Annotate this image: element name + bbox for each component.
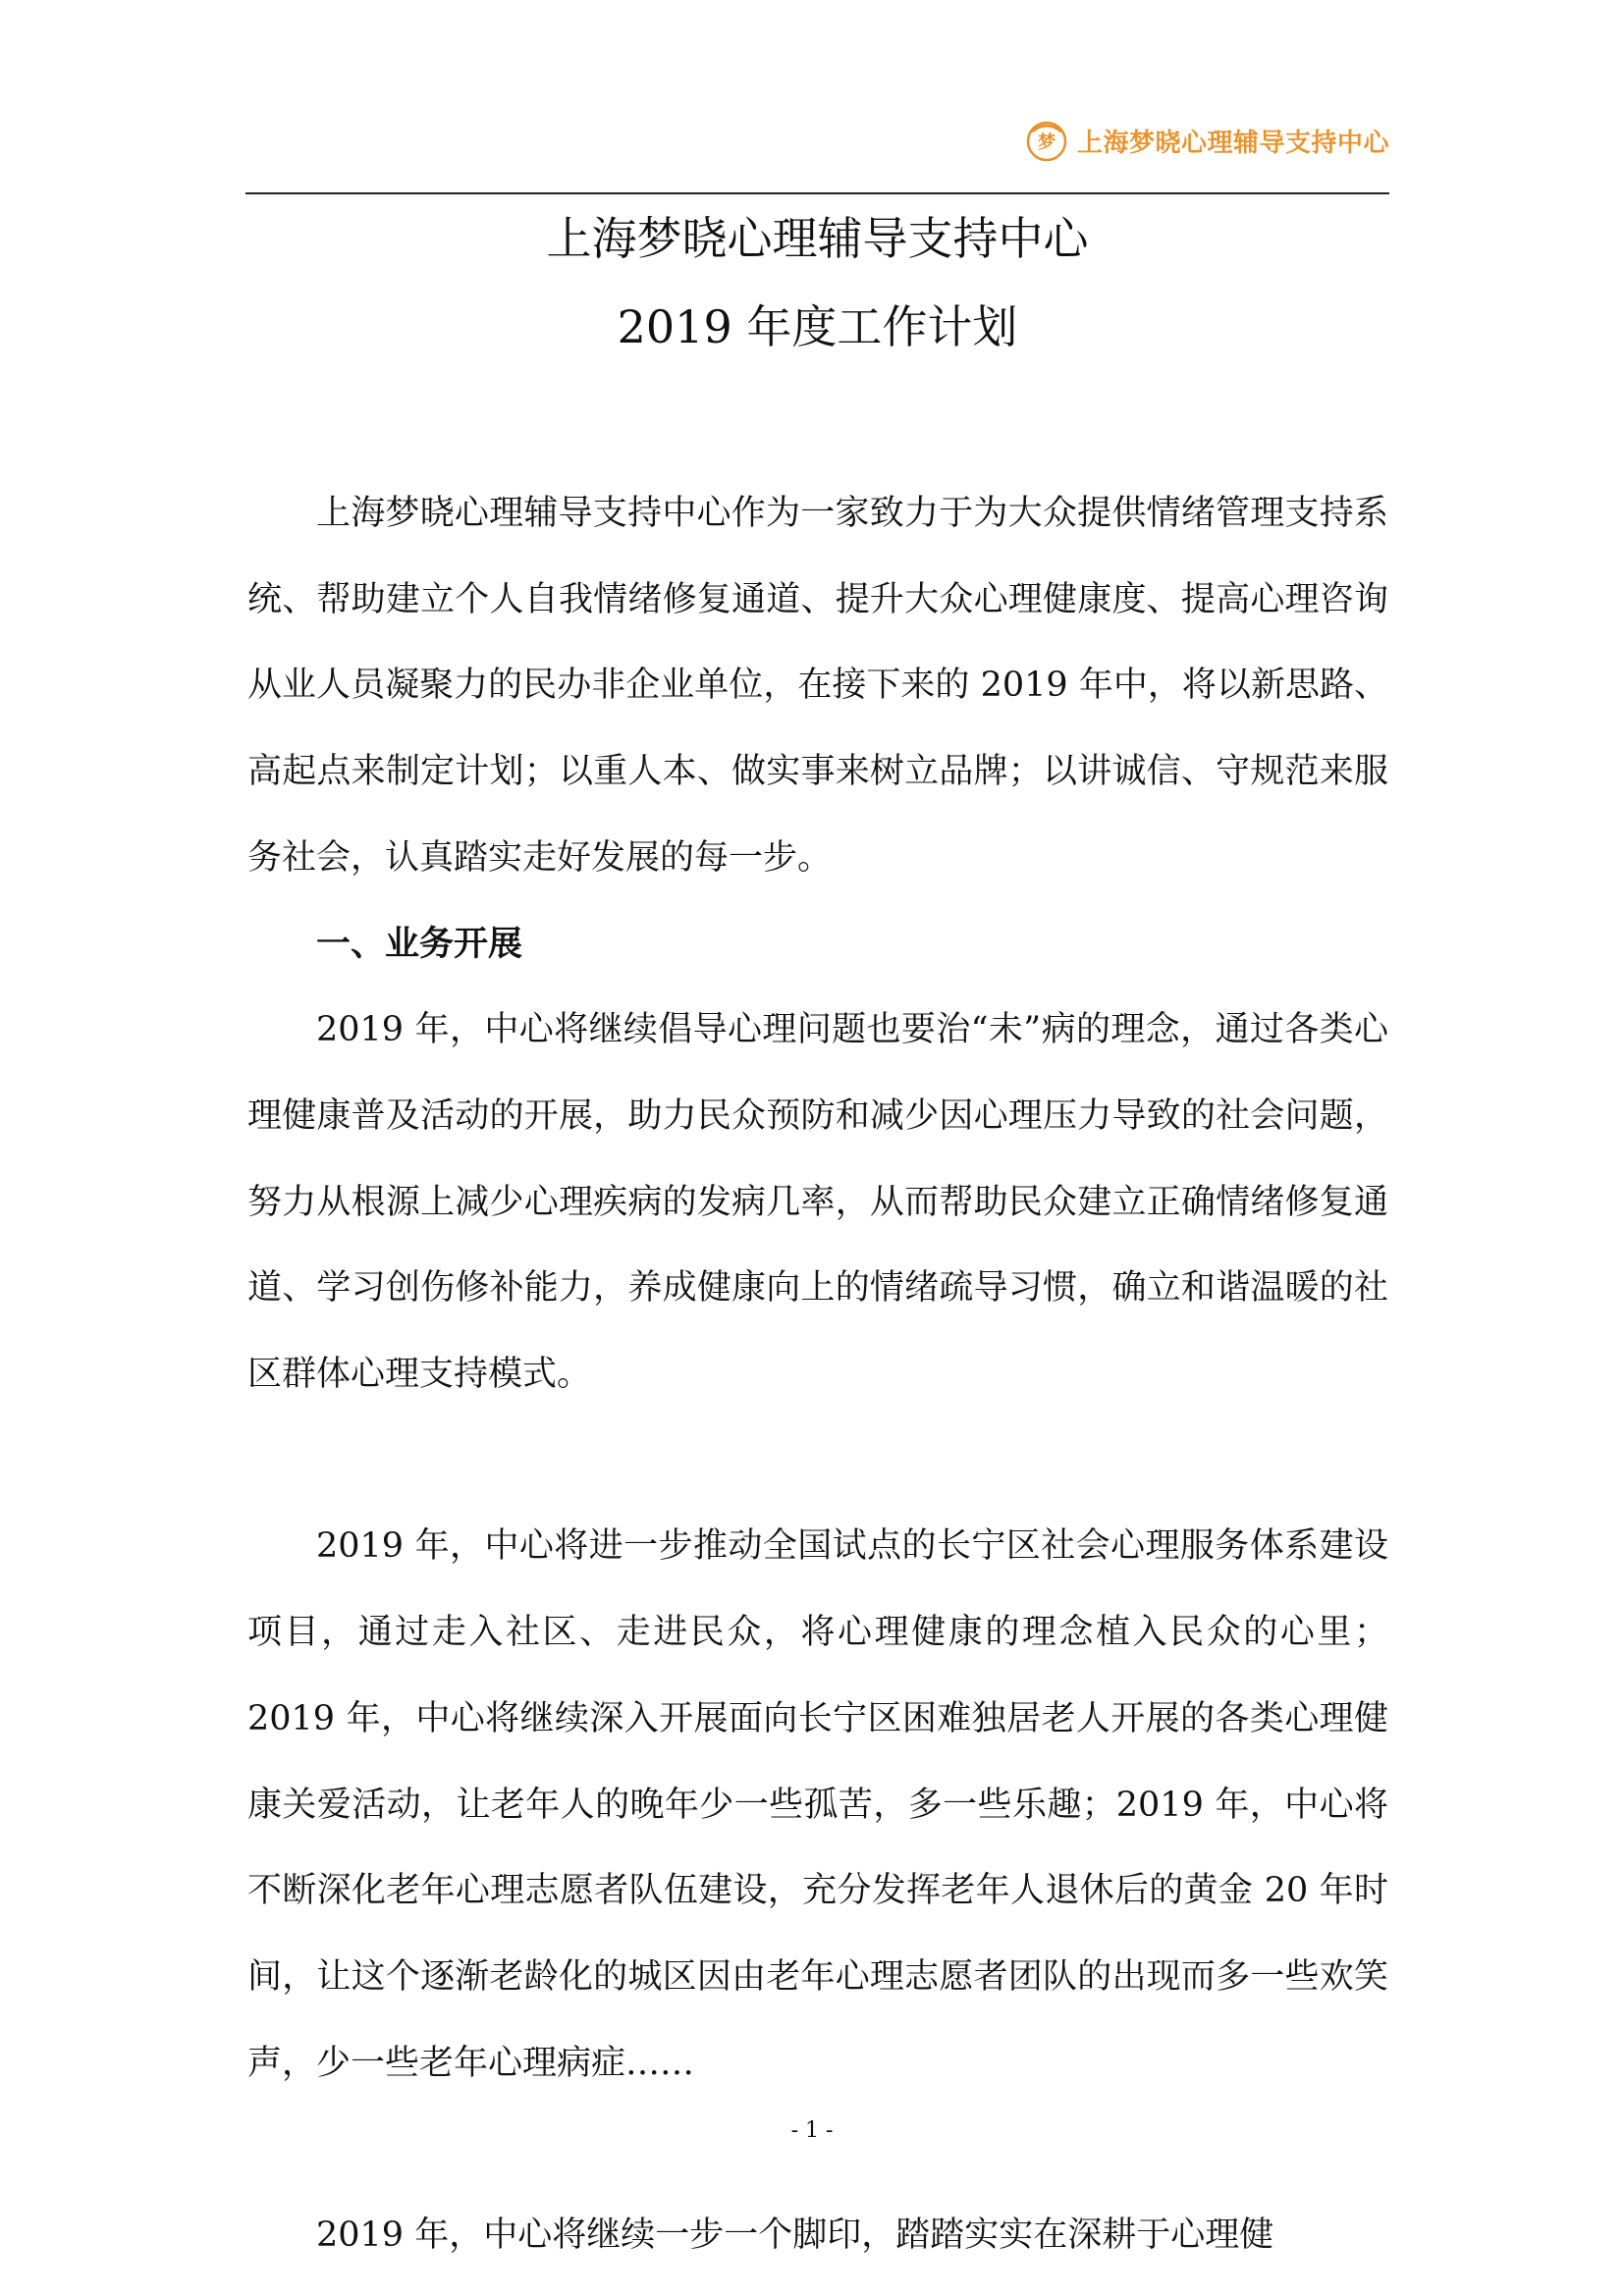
paragraph-2: 2019 年，中心将进一步推动全国试点的长宁区社会心理服务体系建设项目，通过走入社区、走进民众，将心理健康的理念植入民众的心里；2019 年，中心将继续深入开展面向长宁区困难独居老人开展的各类心理健康关爱活动，让老年人的晚年少一些孤苦，多一些乐趣；2019 年，中心将不断深化老年心理志愿者队伍建设，充分发挥老年人退休后的黄金 20 年时间，让这个逐渐老龄化的城区因由老年心理志愿者团队的出现而多一些欢笑声，少一些老年心理病症……: [247, 1526, 1388, 2083]
document-subtitle: 2019 年度工作计划: [617, 300, 1018, 353]
page-header: [245, 108, 1389, 194]
section-heading: 一、业务开展: [316, 924, 523, 964]
document-title: 上海梦晓心理辅导支持中心: [546, 212, 1089, 265]
intro-paragraph: 上海梦晓心理辅导支持中心作为一家致力于为大众提供情绪管理支持系统、帮助建立个人自我情绪修复通道、提升大众心理健康度、提高心理咨询从业人员凝聚力的民办非企业单位，在接下来的 2019 年中，将以新思路、高起点来制定计划；以重人本、做实事来树立品牌；以讲诚信、守规范来服务社会，认真踏实走好发展的每一步。: [247, 494, 1388, 878]
logo-glyph: 梦: [1037, 133, 1056, 153]
document-body: [247, 471, 1388, 2279]
header-brand: [1024, 118, 1389, 163]
paragraph-1: 2019 年，中心将继续倡导心理问题也要治“未”病的理念，通过各类心理健康普及活动的开展，助力民众预防和减少因心理压力导致的社会问题，努力从根源上减少心理疾病的发病几率，从而帮助民众建立正确情绪修复通道、学习创伤修补能力，养成健康向上的情绪疏导习惯，确立和谐温暖的社区群体心理支持模式。: [247, 1010, 1388, 1395]
header-divider: [245, 192, 1389, 194]
paragraph-3: 2019 年，中心将继续一步一个脚印，踏踏实实在深耕于心理健: [316, 2216, 1274, 2256]
page-number: - 1 -: [790, 2118, 834, 2143]
meng-xiao-logo-icon: [1024, 118, 1069, 163]
header-brand-name: 上海梦晓心理辅导支持中心: [1076, 128, 1389, 158]
paragraph-spacer: [247, 1418, 1388, 1505]
